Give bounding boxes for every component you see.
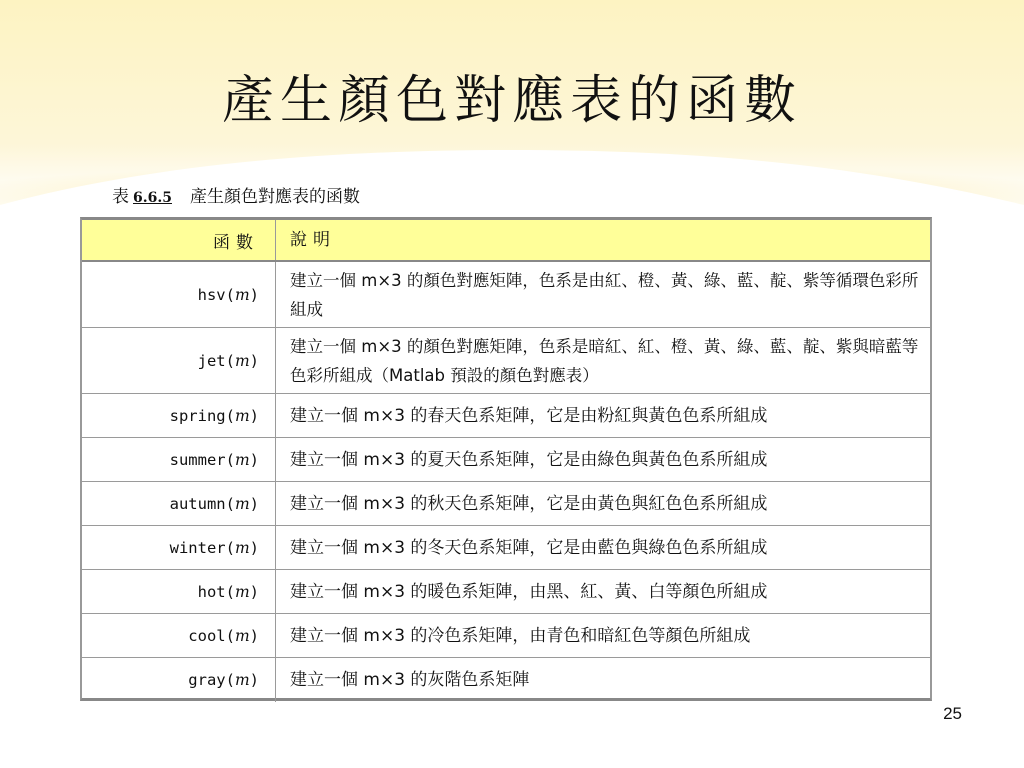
function-arg: m: [234, 582, 250, 601]
description-cell: 建立一個 m×3 的顏色對應矩陣，色系是由紅、橙、黃、綠、藍、靛、紫等循環色彩所組成: [290, 270, 919, 319]
table-row: [82, 658, 930, 702]
function-close: ): [249, 494, 259, 513]
function-table: [80, 217, 932, 701]
function-cell: [82, 394, 276, 437]
function-name: cool(: [188, 626, 235, 645]
caption-number: 6.6.5: [133, 190, 172, 206]
description-cell: 建立一個 m×3 的冷色系矩陣，由青色和暗紅色等顏色所組成: [290, 625, 751, 646]
table-header-row: [82, 220, 930, 262]
function-close: ): [249, 285, 259, 304]
function-arg: m: [234, 494, 250, 513]
function-cell: [82, 482, 276, 525]
function-arg: m: [234, 538, 250, 557]
table-row: [82, 570, 930, 614]
function-cell: [82, 658, 276, 702]
function-arg: m: [234, 285, 250, 304]
caption-prefix: 表: [112, 187, 129, 207]
function-arg: m: [234, 406, 250, 425]
table-row: [82, 394, 930, 438]
function-close: ): [249, 450, 259, 469]
function-name: gray(: [188, 671, 235, 689]
function-name: hsv(: [197, 285, 235, 304]
function-close: ): [249, 538, 259, 557]
caption-text: 產生顏色對應表的函數: [189, 187, 360, 207]
function-close: ): [249, 626, 259, 645]
description-cell: 建立一個 m×3 的暖色系矩陣，由黑、紅、黃、白等顏色所組成: [290, 581, 768, 602]
description-cell: 建立一個 m×3 的秋天色系矩陣，它是由黃色與紅色色系所組成: [290, 493, 768, 514]
function-cell: [82, 570, 276, 613]
table-row: [82, 328, 930, 394]
slide-number: 25: [943, 704, 962, 723]
table-row: [82, 438, 930, 482]
function-name: hot(: [197, 582, 235, 601]
function-cell: [82, 438, 276, 481]
description-cell: 建立一個 m×3 的灰階色系矩陣: [290, 670, 530, 690]
function-name: summer(: [169, 450, 235, 469]
slide-title: 產生顏色對應表的函數: [221, 71, 802, 131]
function-arg: m: [234, 671, 250, 689]
function-cell: [82, 262, 276, 327]
description-cell: 建立一個 m×3 的顏色對應矩陣，色系是暗紅、紅、橙、黃、綠、藍、靛、紫與暗藍等色彩所組成（Matlab 預設的顏色對應表）: [290, 336, 919, 385]
function-close: ): [249, 351, 259, 370]
function-name: jet(: [197, 351, 235, 370]
function-cell: [82, 614, 276, 657]
function-cell: [82, 328, 276, 393]
function-arg: m: [234, 626, 250, 645]
description-cell: 建立一個 m×3 的夏天色系矩陣，它是由綠色與黃色色系所組成: [290, 449, 768, 470]
table-caption: [112, 185, 360, 209]
table-row: [82, 526, 930, 570]
function-name: spring(: [169, 406, 235, 425]
header-description: 說明: [290, 230, 336, 250]
description-cell: 建立一個 m×3 的春天色系矩陣，它是由粉紅與黃色色系所組成: [290, 405, 768, 426]
function-close: ): [249, 582, 259, 601]
function-arg: m: [234, 351, 250, 370]
function-name: winter(: [169, 538, 235, 557]
function-arg: m: [234, 450, 250, 469]
function-close: ): [249, 671, 259, 689]
table-row: [82, 262, 930, 328]
header-function: 函數: [82, 220, 276, 260]
table-row: [82, 482, 930, 526]
function-close: ): [249, 406, 259, 425]
function-name: autumn(: [169, 494, 235, 513]
table-row: [82, 614, 930, 658]
function-cell: [82, 526, 276, 569]
description-cell: 建立一個 m×3 的冬天色系矩陣，它是由藍色與綠色色系所組成: [290, 537, 768, 558]
